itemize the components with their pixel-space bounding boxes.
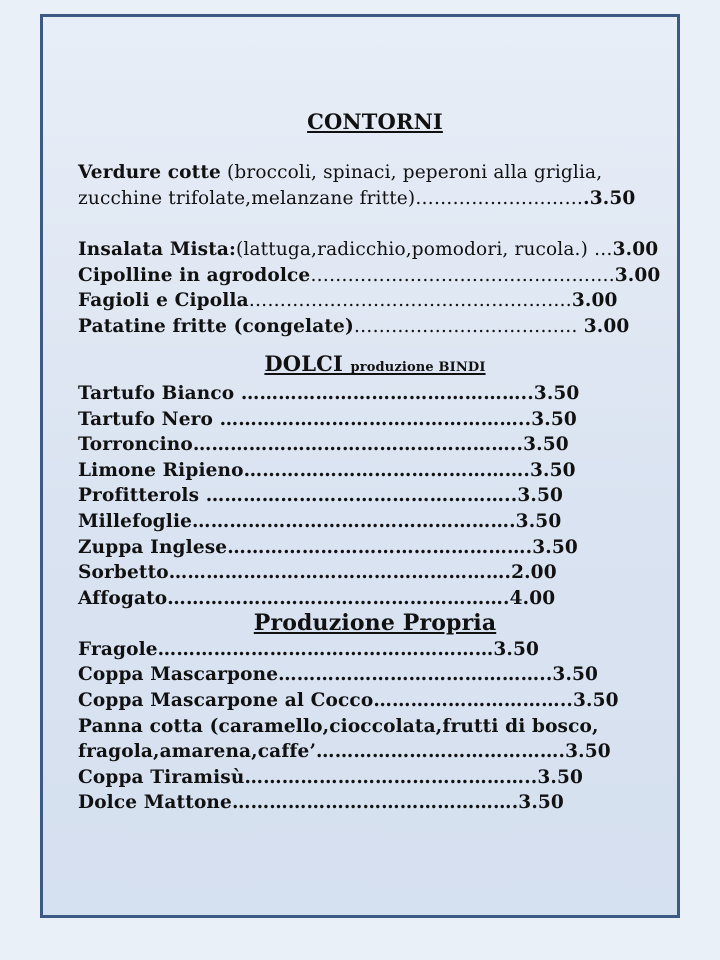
menu-item: Tartufo Nero …………………………………………..3.50 [78,408,577,430]
menu-item: Profitterols …………………………………………..3.50 [78,485,564,507]
menu-item: Sorbetto……………………………………………….2.00 [78,562,557,584]
menu-item-verdure-cotte-cont [78,186,670,212]
menu-item: Zuppa Inglese………………………………………….3.50 [78,536,578,558]
menu-item: Tartufo Bianco ………………………………………..3.50 [78,382,580,404]
dolci-heading [80,351,670,381]
menu-item: Millefoglie…………………………………………….3.50 [78,510,562,532]
menu-item: Affogato……………………………………………….4.00 [78,587,556,609]
item-dots: …………………………………………. [310,264,615,286]
item-price: .3.50 [583,187,636,209]
item-price: 3.00 [614,264,661,286]
dolci-title: DOLCI [264,351,343,377]
item-price: 3.00 [571,290,618,312]
menu-item: Torroncino……………………………………………..3.50 [78,434,569,456]
item-description: (lattuga,radicchio,pomodori, rucola.) … [236,238,613,260]
item-price: 3.00 [583,315,630,337]
menu-item: Limone Ripieno……………………………………….3.50 [78,459,576,481]
menu-item: Panna cotta (caramello,cioccolata,frutti di bosco, [78,715,599,737]
menu-item: fragola,amarena,caffe’………………………………….3.50 [78,741,611,763]
contorni-heading: CONTORNI [307,109,443,134]
menu-content [78,109,670,816]
menu-item-patatine [78,314,670,340]
item-dots: ……………………………………………. [248,290,572,312]
menu-item: Coppa Tiramisù………………………………………..3.50 [78,766,584,788]
item-dots: ……………………………… [353,315,584,337]
item-name: Insalata Mista: [78,238,237,260]
menu-item: Coppa Mascarpone……………………………………..3.50 [78,664,599,686]
item-name: Fagioli e Cipolla [78,290,249,312]
dolci-subtitle: produzione BINDI [350,360,486,376]
menu-item-fagioli [78,288,670,314]
item-name: Cipolline in agrodolce [78,264,311,286]
item-description: (broccoli, spinaci, peperoni alla griglia, [220,162,603,184]
item-name: Patatine fritte (congelate) [78,315,354,337]
menu-item-insalata-mista [78,237,670,263]
menu-panel [40,14,680,918]
item-description: zucchine trifolate,melanzane fritte)……………………… [78,187,584,209]
menu-item: Dolce Mattone……………………………………….3.50 [78,792,564,814]
menu-item: Coppa Mascarpone al Cocco…………………………..3.50 [78,690,619,712]
menu-item: Fragole………………………………………………3.50 [78,638,540,660]
item-name: Verdure cotte [78,162,221,184]
menu-item-verdure-cotte [78,160,670,186]
produzione-heading: Produzione Propria [253,610,497,637]
item-price: 3.00 [612,238,659,260]
menu-item-cipolline [78,263,670,289]
